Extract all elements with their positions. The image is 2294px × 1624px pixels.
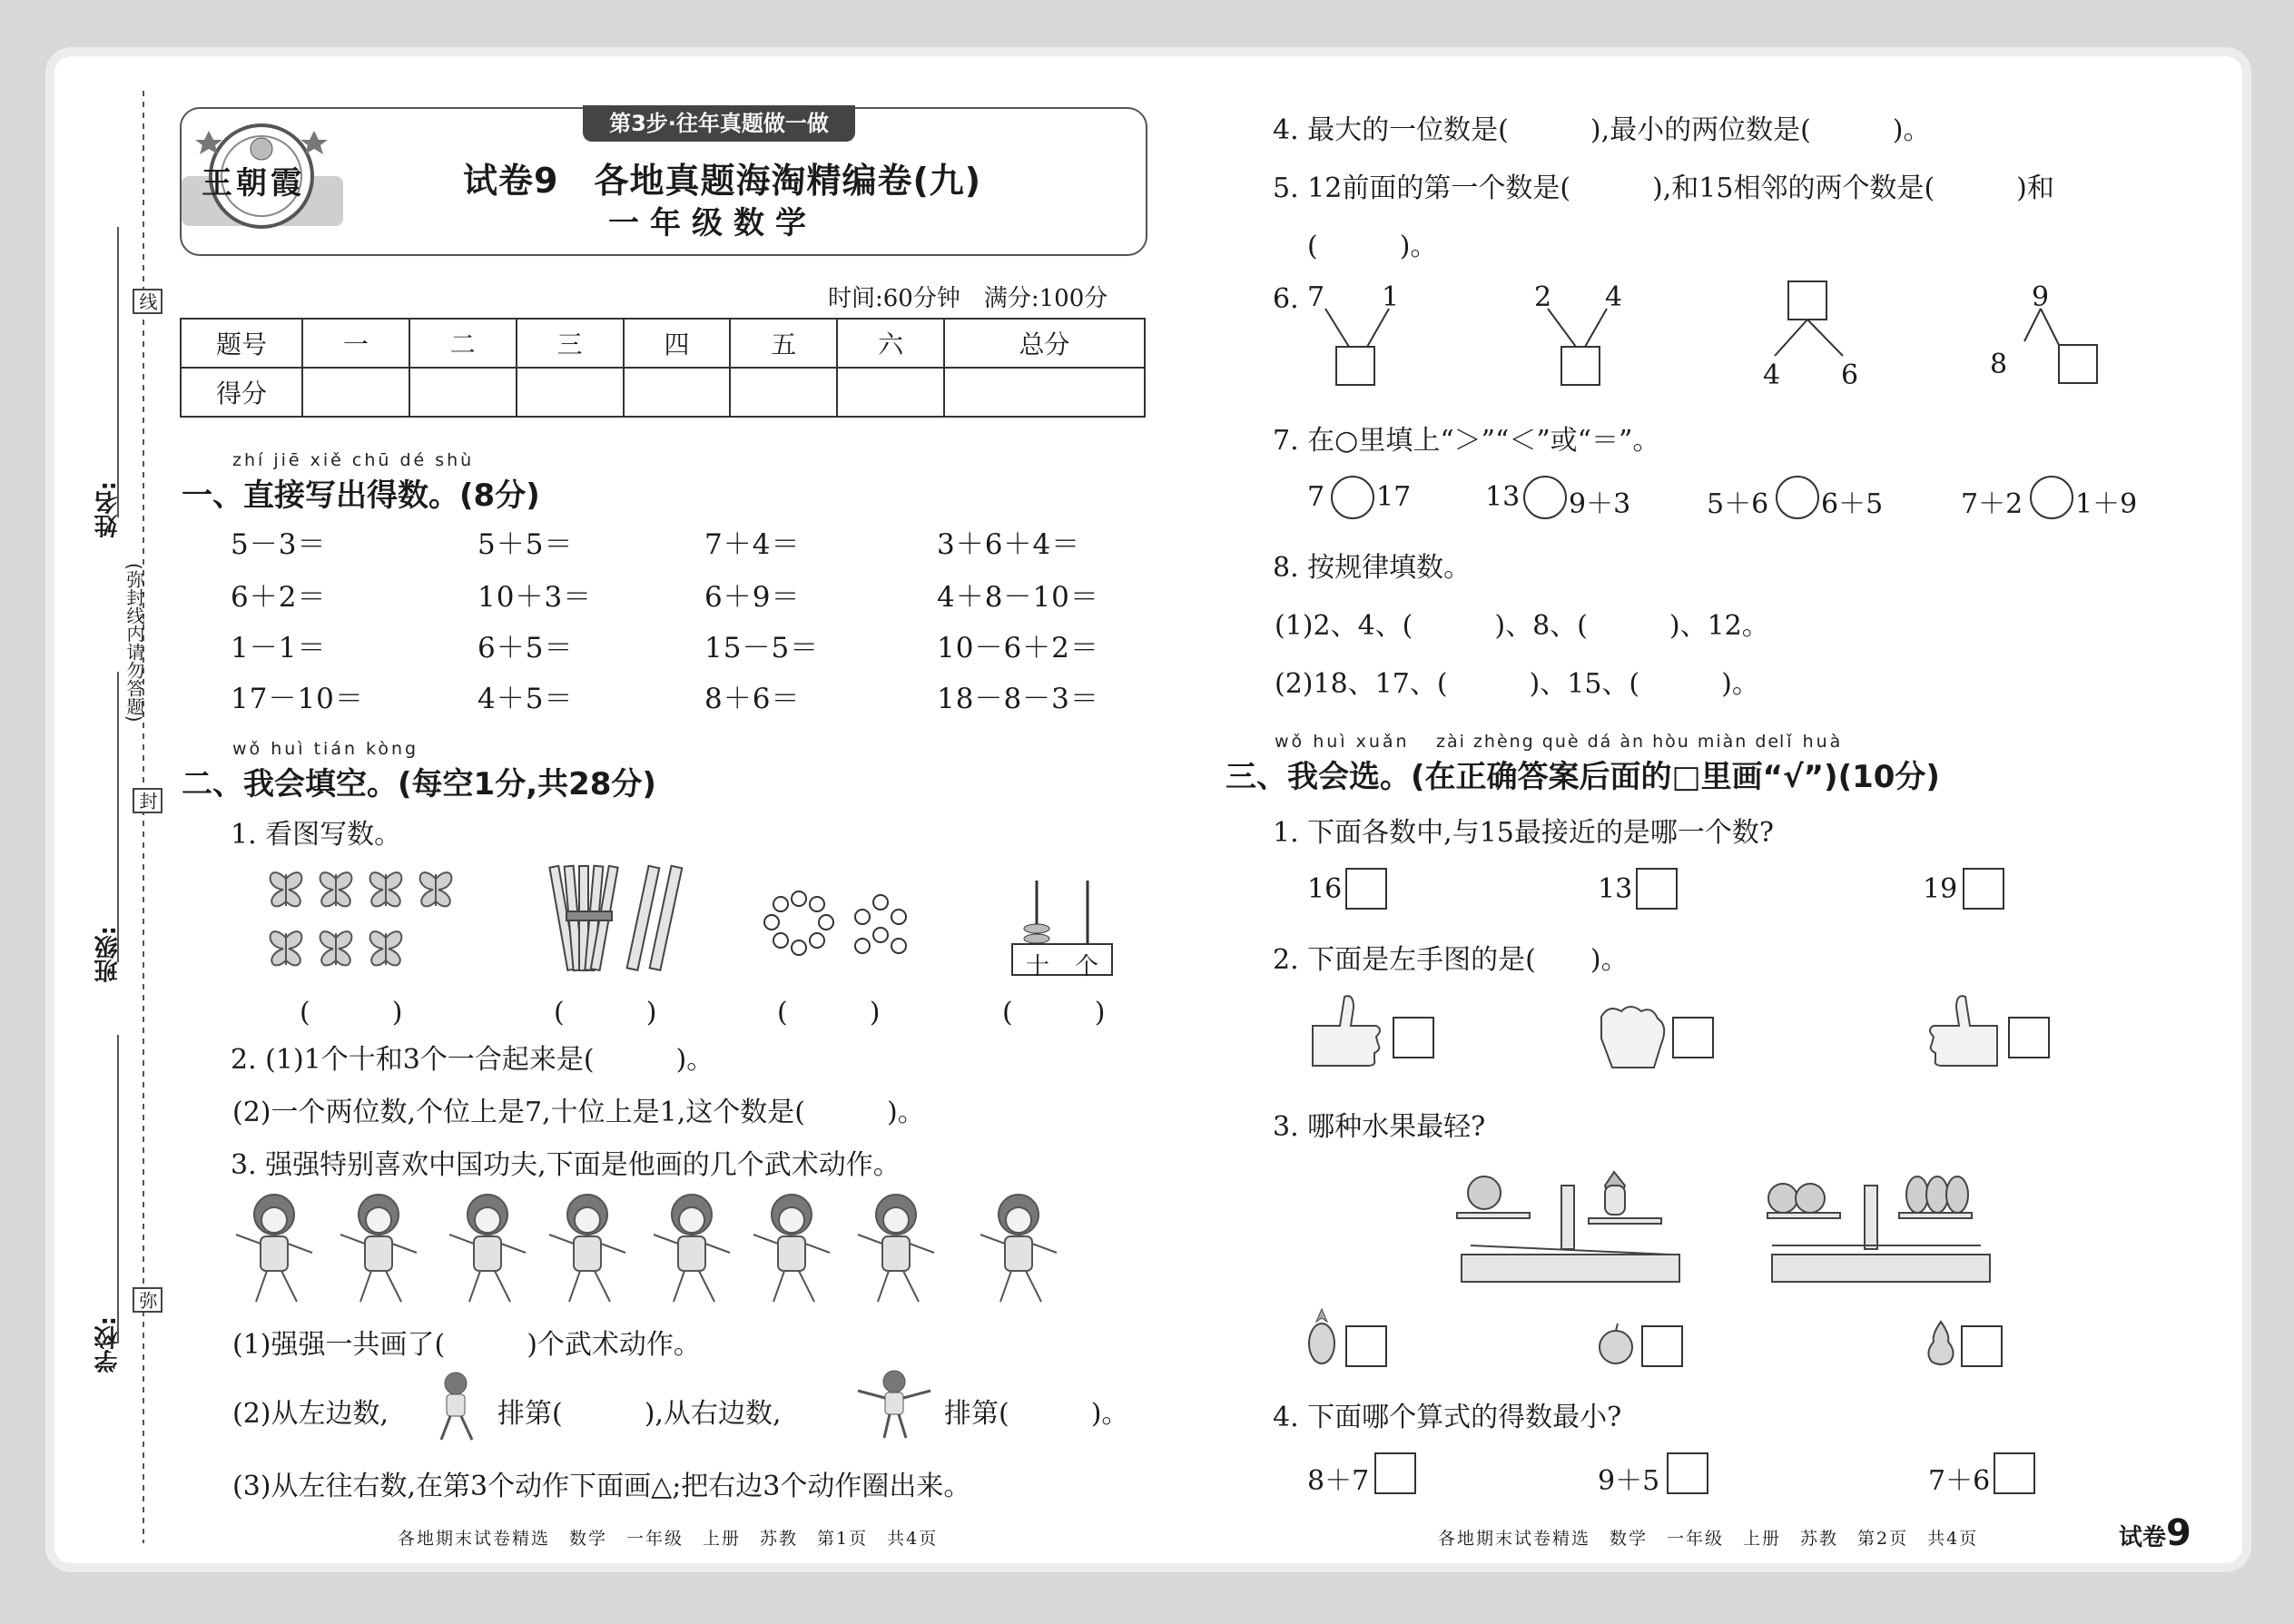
name-label: 姓名: xyxy=(94,481,122,538)
table-header-cell: 一 xyxy=(302,319,409,368)
exam-subtitle: 一年级数学 xyxy=(608,205,817,241)
question-3-3: 3. 哪种水果最轻? xyxy=(1273,1111,1486,1143)
question-2-3: 3. 强强特别喜欢中国功夫,下面是他画的几个武术动作。 xyxy=(231,1149,901,1181)
section-3-title: 三、我会选。(在正确答案后面的□里画“√”)(10分) xyxy=(1226,759,1940,795)
compare-right: 1＋9 xyxy=(2075,488,2138,520)
compare-left: 7 xyxy=(1307,481,1325,513)
seal-mark-line: 线 xyxy=(133,289,162,314)
question-2-3-2b: 排第( ),从右边数, xyxy=(497,1398,782,1430)
decomp-number: 8 xyxy=(1990,349,2008,380)
calc-item: 17－10＝ xyxy=(231,683,364,715)
section-2-pinyin: wǒ huì tián kòng xyxy=(232,739,419,759)
calc-item: 5＋5＝ xyxy=(478,528,574,561)
decomp-number: 9 xyxy=(2032,281,2050,313)
question-5a: 5. 12前面的第一个数是( ),和15相邻的两个数是( )和 xyxy=(1273,172,2054,204)
exam-title: 试卷9 各地真题海淘精编卷(九) xyxy=(463,161,982,201)
calc-item: 10－6＋2＝ xyxy=(937,632,1099,664)
answer-blank[interactable]: ( ) xyxy=(554,997,657,1029)
table-header-cell: 题号 xyxy=(181,319,302,368)
question-2-3-2c: 排第( )。 xyxy=(944,1398,1129,1430)
calc-item: 6＋5＝ xyxy=(478,632,574,664)
decomp-number: 2 xyxy=(1534,281,1552,313)
pineapple-icon xyxy=(1304,1307,1340,1365)
calc-item: 10＋3＝ xyxy=(478,581,593,614)
score-cell[interactable] xyxy=(409,368,517,417)
section-2-title: 二、我会填空。(每空1分,共28分) xyxy=(182,766,656,802)
answer-checkbox[interactable] xyxy=(1374,1452,1416,1494)
decomp-number: 7 xyxy=(1307,281,1325,313)
question-6-label: 6. xyxy=(1273,283,1299,315)
abacus-label-one: 个 xyxy=(1075,953,1099,980)
score-cell[interactable] xyxy=(730,368,837,417)
decomp-number: 1 xyxy=(1382,281,1400,313)
calc-item: 6＋2＝ xyxy=(231,581,327,614)
calc-item: 6＋9＝ xyxy=(704,581,801,614)
circles-image xyxy=(763,890,926,962)
kungfu-small-figure-1 xyxy=(428,1371,483,1443)
table-row xyxy=(181,319,1145,368)
compare-circle[interactable] xyxy=(1776,476,1819,519)
option-expression: 8＋7 xyxy=(1307,1465,1370,1497)
exam-tag-prefix: 试卷 xyxy=(2119,1524,2167,1551)
apple-icon xyxy=(1596,1322,1636,1365)
school-label: 学校: xyxy=(94,1316,122,1373)
compare-right: 6＋5 xyxy=(1821,488,1884,520)
question-2-1: 1. 看图写数。 xyxy=(231,819,402,851)
score-cell[interactable] xyxy=(624,368,731,417)
option-number: 16 xyxy=(1307,873,1343,905)
table-header-cell: 二 xyxy=(409,319,517,368)
calc-item: 7＋4＝ xyxy=(704,528,801,561)
balance-scale-1-image xyxy=(1452,1167,1689,1285)
compare-right: 9＋3 xyxy=(1569,488,1631,520)
question-8: 8. 按规律填数。 xyxy=(1273,552,1472,584)
decomp-number: 6 xyxy=(1841,359,1859,391)
question-3-1: 1. 下面各数中,与15最接近的是哪一个数? xyxy=(1273,817,1774,849)
section-1-pinyin: zhí jiē xiě chū dé shù xyxy=(232,450,475,470)
butterflies-image xyxy=(263,861,472,974)
balance-scale-2-image xyxy=(1763,1167,1999,1285)
answer-blank[interactable]: ( ) xyxy=(777,997,881,1029)
answer-checkbox[interactable] xyxy=(1393,1017,1434,1058)
footer-right: 各地期末试卷精选 数学 一年级 上册 苏教 第2页 共4页 xyxy=(1438,1529,1979,1549)
answer-checkbox[interactable] xyxy=(1672,1017,1714,1058)
calc-item: 8＋6＝ xyxy=(704,683,801,715)
compare-right: 17 xyxy=(1376,481,1412,513)
footer-left: 各地期末试卷精选 数学 一年级 上册 苏教 第1页 共4页 xyxy=(398,1529,939,1549)
score-table xyxy=(180,318,1146,418)
compare-left: 7＋2 xyxy=(1961,488,2023,520)
thumbs-up-hand-icon xyxy=(1304,989,1385,1071)
answer-checkbox[interactable] xyxy=(1963,868,2004,910)
option-expression: 9＋5 xyxy=(1598,1465,1660,1497)
class-label: 班级: xyxy=(94,926,122,983)
step-label: 第3步·往年真题做一做 xyxy=(583,105,855,142)
kungfu-figures-image xyxy=(229,1189,1091,1307)
compare-circle[interactable] xyxy=(1523,476,1567,519)
score-cell[interactable] xyxy=(302,368,409,417)
table-header-cell: 四 xyxy=(624,319,731,368)
logo-text: 王朝霞 xyxy=(202,165,305,202)
calc-item: 4＋8－10＝ xyxy=(937,581,1099,614)
thumbs-up-right-hand-icon xyxy=(1925,989,2006,1071)
question-2-3-3: (3)从左往右数,在第3个动作下面画△;把右边3个动作圈出来。 xyxy=(232,1471,971,1502)
section-3-pinyin: wǒ huì xuǎn xyxy=(1275,732,1410,752)
sticks-image xyxy=(539,857,694,975)
table-header-cell: 总分 xyxy=(944,319,1145,368)
exam-tag-number: 9 xyxy=(2166,1512,2191,1554)
answer-checkbox[interactable] xyxy=(1667,1452,1708,1494)
question-7: 7. 在○里填上“＞”“＜”或“＝”。 xyxy=(1273,425,1660,457)
calc-item: 18－8－3＝ xyxy=(937,683,1099,715)
answer-blank[interactable]: ( ) xyxy=(1002,997,1106,1029)
exam-tag xyxy=(2119,1512,2191,1554)
calc-item: 1－1＝ xyxy=(231,632,327,664)
calc-item: 4＋5＝ xyxy=(478,683,574,715)
calc-item: 15－5＝ xyxy=(704,632,820,664)
answer-blank[interactable]: ( ) xyxy=(300,997,403,1029)
question-5b: ( )。 xyxy=(1307,231,1438,262)
score-cell[interactable] xyxy=(837,368,944,417)
decomp-number: 4 xyxy=(1763,359,1781,391)
table-header-cell: 五 xyxy=(730,319,837,368)
answer-checkbox[interactable] xyxy=(1636,868,1678,910)
seal-mark-seal: 封 xyxy=(133,788,162,813)
kungfu-small-figure-2 xyxy=(853,1369,935,1442)
table-row xyxy=(181,368,1145,417)
score-cell[interactable] xyxy=(517,368,624,417)
abacus-image xyxy=(1008,876,1117,976)
time-info: 时间:60分钟 满分:100分 xyxy=(828,285,1108,312)
answer-checkbox[interactable] xyxy=(1994,1452,2035,1494)
question-3-4: 4. 下面哪个算式的得数最小? xyxy=(1273,1402,1622,1433)
fist-hand-icon xyxy=(1590,999,1672,1071)
question-2-2-2: (2)一个两位数,个位上是7,十位上是1,这个数是( )。 xyxy=(232,1097,925,1128)
seal-notice: (弥封线内请勿答题) xyxy=(123,563,145,723)
option-expression: 7＋6 xyxy=(1928,1465,1991,1497)
answer-checkbox[interactable] xyxy=(2008,1017,2050,1058)
compare-left: 13 xyxy=(1485,481,1521,513)
abacus-label-ten: 十 xyxy=(1026,953,1050,980)
seal-mark-mi: 弥 xyxy=(133,1287,162,1313)
question-2-3-2a: (2)从左边数, xyxy=(232,1398,389,1430)
question-4: 4. 最大的一位数是( ),最小的两位数是( )。 xyxy=(1273,114,1931,146)
decomp-number: 4 xyxy=(1605,281,1623,313)
answer-checkbox[interactable] xyxy=(1961,1325,2003,1367)
option-number: 13 xyxy=(1598,873,1633,905)
answer-checkbox[interactable] xyxy=(1345,868,1387,910)
score-row-label: 得分 xyxy=(181,368,302,417)
section-3-pinyin: lǐ huà xyxy=(1779,732,1844,752)
calc-item: 3＋6＋4＝ xyxy=(937,528,1081,561)
section-1-title: 一、直接写出得数。(8分) xyxy=(182,477,540,514)
answer-checkbox[interactable] xyxy=(1641,1325,1683,1367)
question-2-3-1: (1)强强一共画了( )个武术动作。 xyxy=(232,1329,701,1361)
question-3-2: 2. 下面是左手图的是( )。 xyxy=(1273,944,1629,976)
table-header-cell: 三 xyxy=(517,319,624,368)
question-8-1: (1)2、4、( )、8、( )、12。 xyxy=(1275,610,1769,642)
score-cell[interactable] xyxy=(944,368,1145,417)
answer-checkbox[interactable] xyxy=(1345,1325,1387,1367)
question-8-2: (2)18、17、( )、15、( )。 xyxy=(1275,668,1759,700)
question-2-2-1: 2. (1)1个十和3个一合起来是( )。 xyxy=(231,1044,714,1076)
option-number: 19 xyxy=(1923,873,1958,905)
compare-left: 5＋6 xyxy=(1707,488,1769,520)
compare-circle[interactable] xyxy=(2030,476,2073,519)
table-header-cell: 六 xyxy=(837,319,944,368)
section-3-pinyin: zài zhèng què dá àn hòu miàn de xyxy=(1436,732,1781,752)
pear-icon xyxy=(1923,1316,1959,1367)
compare-circle[interactable] xyxy=(1331,476,1374,519)
calc-item: 5－3＝ xyxy=(231,528,327,561)
